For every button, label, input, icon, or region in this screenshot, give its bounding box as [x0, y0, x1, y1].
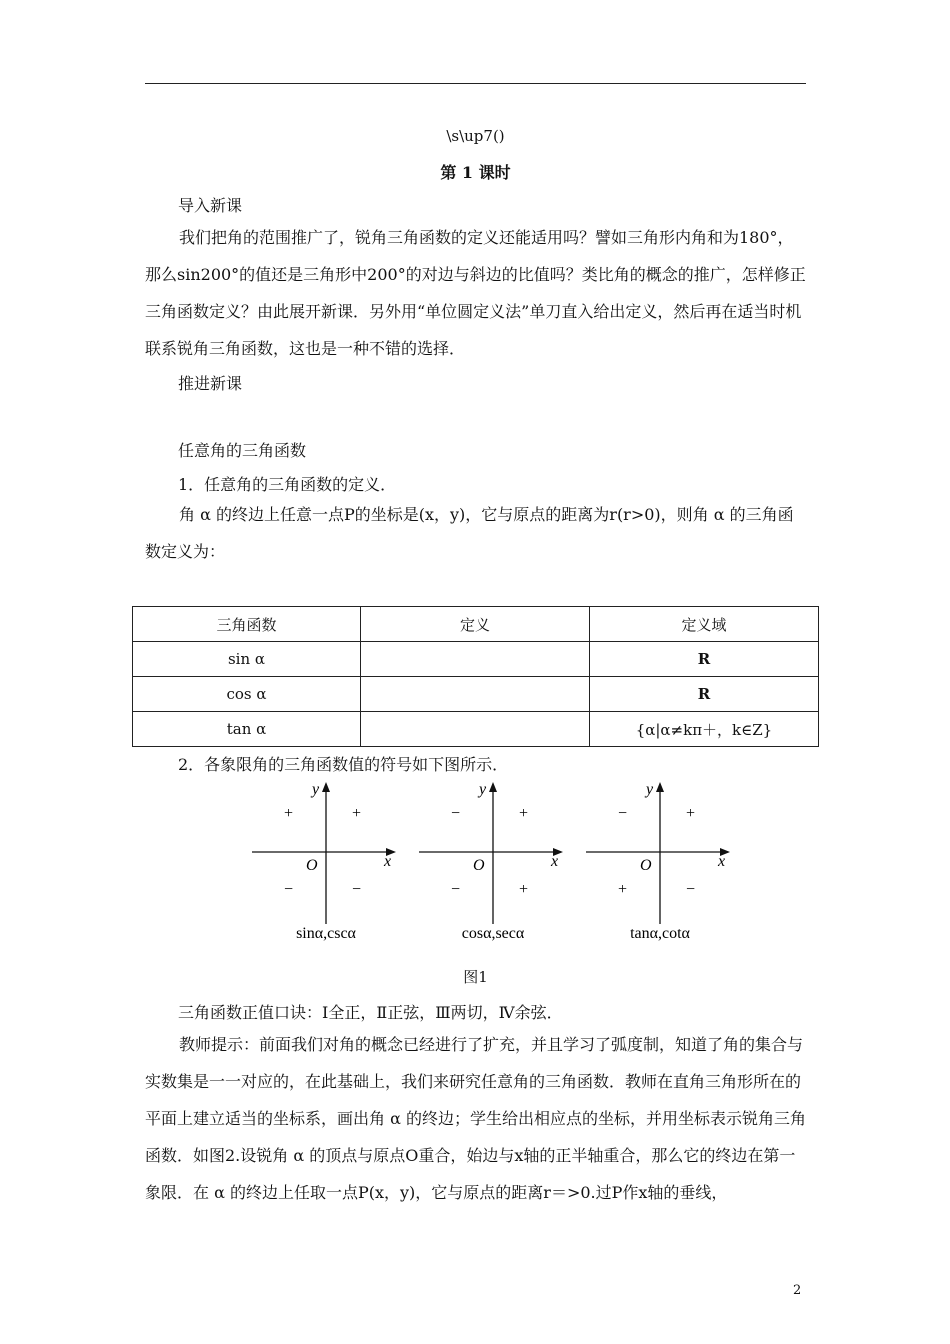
- y-arrow-icon: [489, 782, 497, 792]
- quadrant-3-sign: −: [284, 881, 294, 898]
- table-cell-domain: {α|α≠kπ＋，k∈Z}: [589, 712, 818, 747]
- quadrant-1-sign: +: [352, 805, 362, 822]
- table-cell-domain: R: [589, 677, 818, 712]
- chart-label: sinα,cscα: [296, 925, 356, 942]
- page-number: 2: [793, 1283, 802, 1298]
- advance-heading: 推进新课: [178, 374, 243, 393]
- topic-heading: 任意角的三角函数: [178, 441, 307, 460]
- item-2: 2．各象限角的三角函数值的符号如下图所示．: [178, 755, 509, 774]
- sign-diagram-cos: [415, 778, 567, 948]
- table-cell-def: [360, 712, 589, 747]
- table-header-row: [133, 607, 819, 642]
- title-code: \s\up7(): [446, 127, 505, 145]
- quadrant-4-sign: +: [519, 881, 529, 898]
- table-header: 定义: [360, 607, 589, 642]
- table-header: 三角函数: [133, 607, 361, 642]
- quadrant-1-sign: +: [686, 805, 696, 822]
- header-rule: [145, 83, 806, 84]
- table-row: [133, 642, 819, 677]
- lesson-title: 第 1 课时: [440, 163, 511, 182]
- table-cell-fn: tan α: [133, 712, 361, 747]
- x-label: x: [551, 853, 559, 870]
- y-arrow-icon: [656, 782, 664, 792]
- item-1: 1．任意角的三角函数的定义．: [178, 475, 397, 494]
- sign-diagram-sin: [248, 778, 400, 948]
- teacher-hint-paragraph: 教师提示：前面我们对角的概念已经进行了扩充，并且学习了弧度制，知道了角的集合与实数集是一一对应的，在此基础上，我们来研究任意角的三角函数．教师在直角三角形所在的平面上建立适当的坐标系，画出角 α 的终边；学生给出相应点的坐标，并用坐标表示锐角三角函数．如图2.设锐角 α 的顶点与原点O重合，始边与x轴的正半轴重合，那么它的终边在第一象限．在 α 的终边上任取一点P(x，y)，它与原点的距离r＝>0.过P作x轴的垂线，: [145, 1035, 806, 1202]
- quadrant-2-sign: +: [284, 805, 294, 822]
- table-cell-fn: sin α: [133, 642, 361, 677]
- table-cell-def: [360, 642, 589, 677]
- quadrant-2-sign: −: [618, 805, 628, 822]
- quadrant-3-sign: −: [451, 881, 461, 898]
- y-label: y: [312, 781, 320, 798]
- origin-label: O: [306, 857, 318, 874]
- table-cell-fn: cos α: [133, 677, 361, 712]
- x-label: x: [718, 853, 726, 870]
- trig-table: [132, 606, 819, 747]
- chart-label: tanα,cotα: [630, 925, 690, 942]
- origin-label: O: [640, 857, 652, 874]
- y-label: y: [646, 781, 654, 798]
- figure-caption: 图1: [463, 968, 488, 986]
- quadrant-4-sign: −: [352, 881, 362, 898]
- chart-label: cosα,secα: [461, 925, 525, 942]
- table-row: [133, 677, 819, 712]
- y-label: y: [479, 781, 487, 798]
- quadrant-3-sign: +: [618, 881, 628, 898]
- quadrant-1-sign: +: [519, 805, 529, 822]
- table-cell-def: [360, 677, 589, 712]
- origin-label: O: [473, 857, 485, 874]
- table-row: [133, 712, 819, 747]
- mnemonic: 三角函数正值口诀：Ⅰ全正，Ⅱ正弦，Ⅲ两切，Ⅳ余弦．: [178, 1003, 563, 1022]
- definition-paragraph: 角 α 的终边上任意一点P的坐标是(x，y)，它与原点的距离为r(r>0)，则角 α 的三角函数定义为：: [145, 505, 794, 561]
- table-cell-domain: R: [589, 642, 818, 677]
- x-label: x: [384, 853, 392, 870]
- intro-heading: 导入新课: [178, 196, 243, 215]
- sign-diagram-tan: [582, 778, 734, 948]
- table-header: 定义域: [589, 607, 818, 642]
- y-arrow-icon: [322, 782, 330, 792]
- intro-paragraph: 我们把角的范围推广了，锐角三角函数的定义还能适用吗？譬如三角形内角和为180°，那么sin200°的值还是三角形中200°的对边与斜边的比值吗？类比角的概念的推广，怎样修正三角函数定义？由此展开新课．另外用“单位圆定义法”单刀直入给出定义，然后再在适当时机联系锐角三角函数，这也是一种不错的选择．: [145, 228, 806, 358]
- quadrant-4-sign: −: [686, 881, 696, 898]
- quadrant-2-sign: −: [451, 805, 461, 822]
